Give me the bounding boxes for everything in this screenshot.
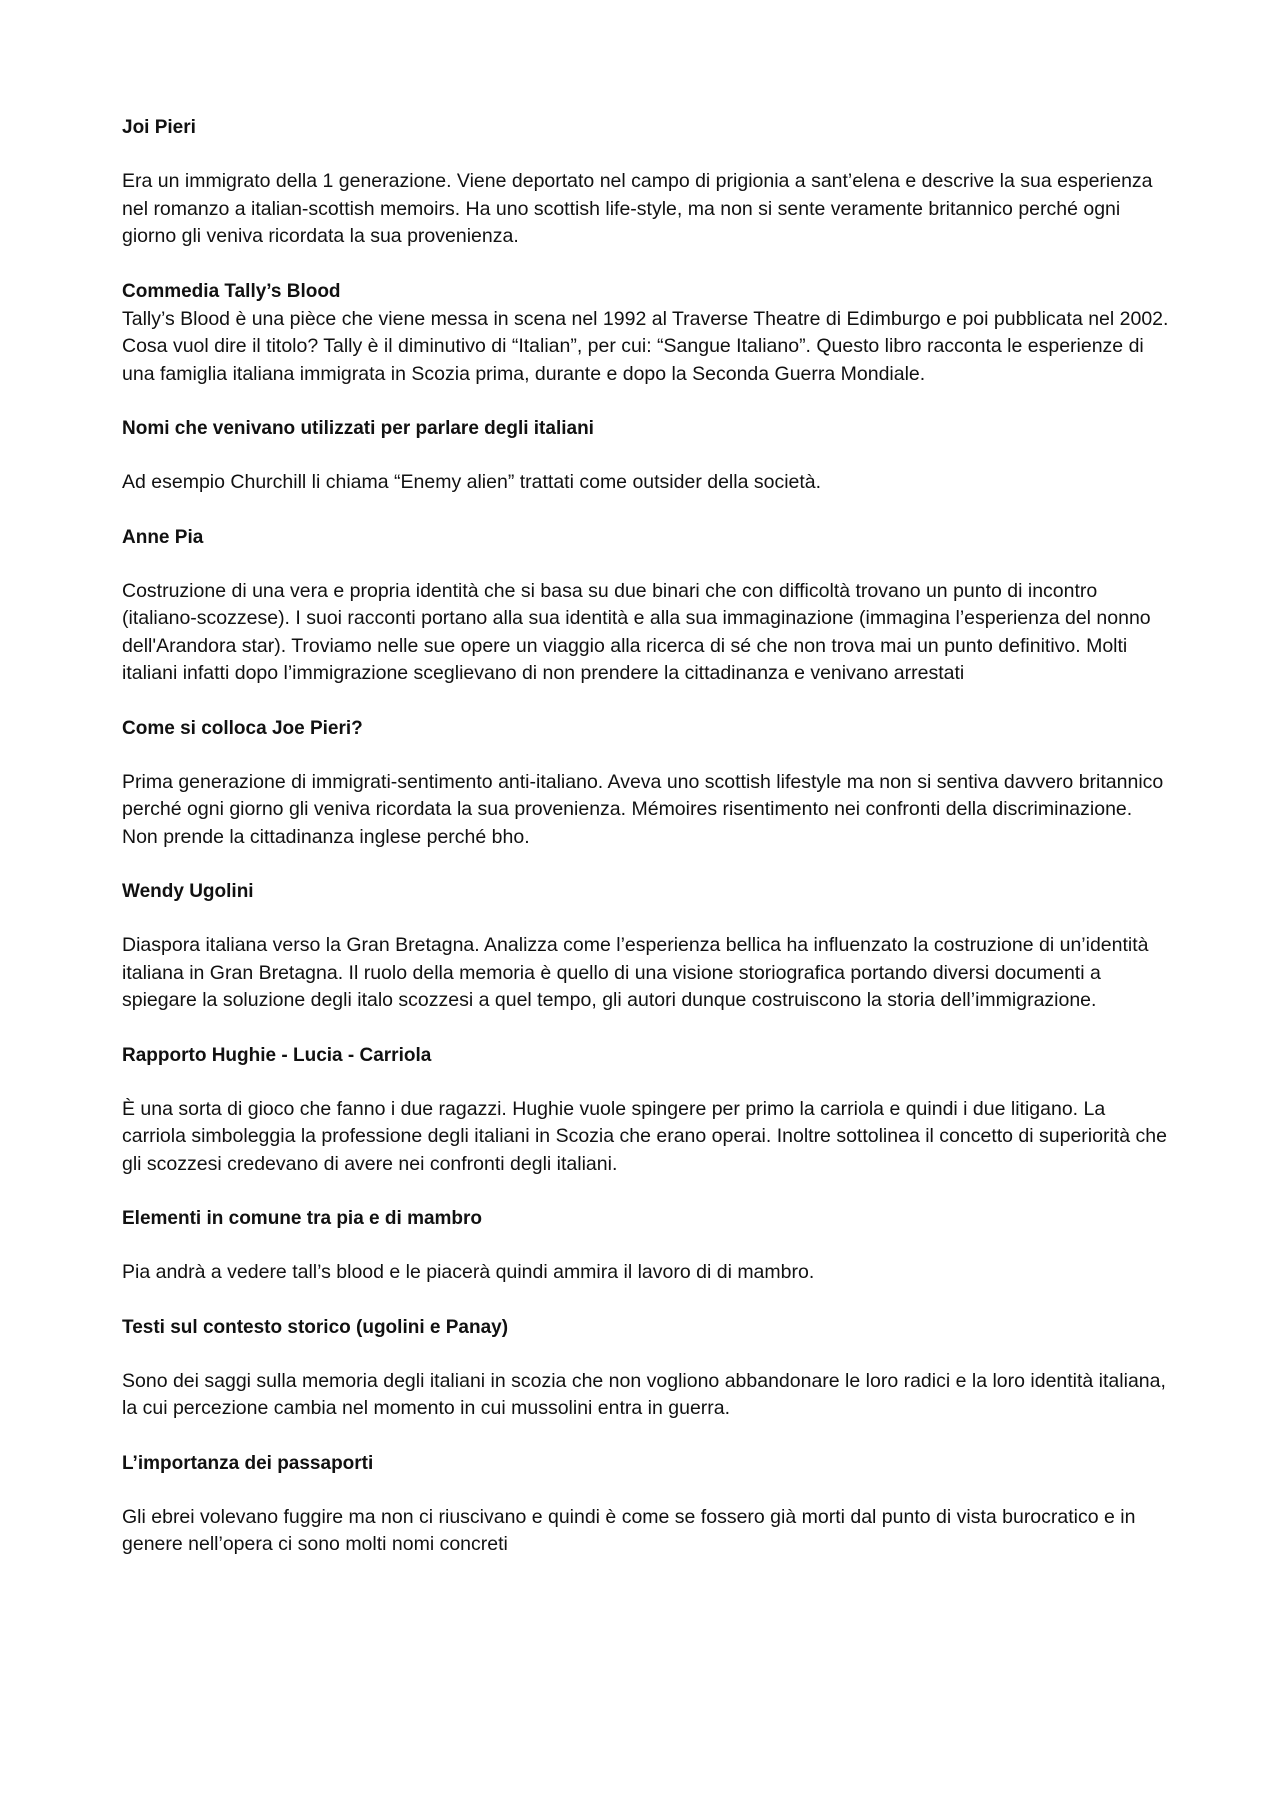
section: [122, 114, 1172, 251]
section-heading: Anne Pia: [122, 526, 204, 548]
section: [122, 1450, 1172, 1559]
section-body: Sono dei saggi sulla memoria degli italiani in scozia che non vogliono abbandonare le loro radici e la loro identità italiana, la cui percezione cambia nel momento in cui mussolini entra in guerra.: [122, 1369, 1166, 1419]
section: [122, 878, 1172, 1015]
section-heading: Wendy Ugolini: [122, 881, 254, 902]
section-heading: Rapporto Hughie - Lucia - Carriola: [122, 1044, 432, 1066]
section: [122, 415, 1172, 497]
document-page: [122, 114, 1172, 1559]
section-heading: Come si colloca Joe Pieri?: [122, 717, 363, 739]
section: [122, 278, 1172, 389]
section-body: Diaspora italiana verso la Gran Bretagna. Analizza come l’esperienza bellica ha influenzato la costruzione di un’identità italiana in Gran Bretagna. Il ruolo della memoria è quello di una visione storiografica portando diversi documenti a spiegare la soluzione degli italo scozzesi a quel tempo, gli autori dunque costruiscono la storia dell’immigrazione.: [122, 934, 1149, 1011]
section-body: È una sorta di gioco che fanno i due ragazzi. Hughie vuole spingere per primo la carriola e quindi i due litigano. La carriola simboleggia la professione degli italiani in Scozia che erano operai. Inoltre sottolinea il concetto di superiorità che gli scozzesi credevano di avere nei confronti degli italiani.: [122, 1097, 1167, 1175]
section-heading: Commedia Tally’s Blood: [122, 280, 341, 302]
section-body: Prima generazione di immigrati-sentimento anti-italiano. Aveva uno scottish lifestyle ma non si sentiva davvero britannico perché ogni giorno gli veniva ricordata la sua provenienza. Mémoires risentimento nei confronti della discriminazione. Non prende la cittadinanza inglese perché bho.: [122, 770, 1164, 848]
section-heading: Elementi in comune tra pia e di mambro: [122, 1208, 483, 1229]
section-heading: L’importanza dei passaporti: [122, 1452, 374, 1474]
section: [122, 1042, 1172, 1179]
section-body: Tally’s Blood è una pièce che viene messa in scena nel 1992 al Traverse Theatre di Edimburgo e poi pubblicata nel 2002. Cosa vuol dire il titolo? Tally è il diminutivo di “Italian”, per cui: “Sangue Italiano”. Questo libro racconta le esperienze di una famiglia italiana immigrata in Scozia prima, durante e dopo la Seconda Guerra Mondiale.: [122, 307, 1169, 385]
section-body: Ad esempio Churchill li chiama “Enemy alien” trattati come outsider della società.: [122, 471, 822, 493]
section-body: Era un immigrato della 1 generazione. Viene deportato nel campo di prigionia a sant’elena e descrive la sua esperienza nel romanzo a italian-scottish memoirs. Ha uno scottish life-style, ma non si sente veramente britannico perché ogni giorno gli veniva ricordata la sua provenienza.: [122, 170, 1153, 247]
section-heading: Testi sul contesto storico (ugolini e Panay): [122, 1316, 509, 1338]
section: [122, 715, 1172, 852]
section-heading: Joi Pieri: [122, 117, 196, 138]
section-body: Gli ebrei volevano fuggire ma non ci riuscivano e quindi è come se fossero già morti dal punto di vista burocratico e in genere nell’opera ci sono molti nomi concreti: [122, 1505, 1136, 1555]
section-body: Pia andrà a vedere tall’s blood e le piacerà quindi ammira il lavoro di di mambro.: [122, 1261, 815, 1283]
section-heading: Nomi che venivano utilizzati per parlare degli italiani: [122, 418, 594, 439]
section: [122, 1314, 1172, 1423]
section-body: Costruzione di una vera e propria identità che si basa su due binari che con difficoltà trovano un punto di incontro (italiano-scozzese). I suoi racconti portano alla sua identità e alla sua immaginazione (immagina l’esperienza del nonno dell'Arandora star). Troviamo nelle sue opere un viaggio alla ricerca di sé che non trova mai un punto definitivo. Molti italiani infatti dopo l’immigrazione sceglievano di non prendere la cittadinanza e venivano arrestati: [122, 579, 1151, 684]
section: [122, 1205, 1172, 1287]
section: [122, 524, 1172, 688]
